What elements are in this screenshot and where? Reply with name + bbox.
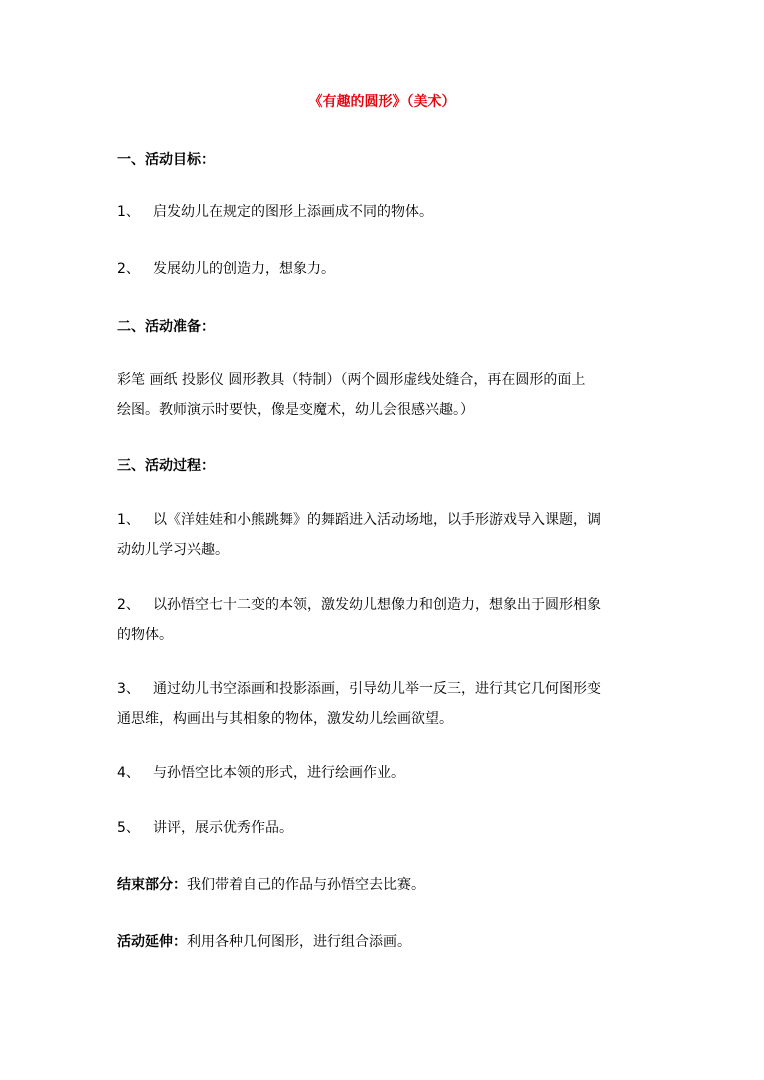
item-text: 通过幼儿书空添画和投影添画，引导幼儿举一反三，进行其它几何图形变 [153,681,601,697]
process-item-3 [117,674,657,734]
ending-text: 我们带着自己的作品与孙悟空去比赛。 [187,877,425,893]
process-item-1 [117,505,657,565]
ending-paragraph [117,870,657,900]
process-item-5 [117,813,657,843]
item-text-continued: 动幼儿学习兴趣。 [117,542,229,558]
ending-label: 结束部分： [117,877,187,893]
document-title: 《有趣的圆形》（美术） [308,94,456,110]
goal-item-2 [117,254,657,284]
item-text-continued: 通思维，构画出与其相象的物体，激发幼儿绘画欲望。 [117,711,453,727]
item-text: 启发幼儿在规定的图形上添画成不同的物体。 [153,204,433,220]
item-text: 讲评，展示优秀作品。 [153,820,293,836]
extension-label: 活动延伸： [117,934,187,950]
process-item-2 [117,590,657,650]
section-heading-process: 三、活动过程： [117,458,215,474]
item-number: 4、 [117,765,140,781]
item-number: 2、 [117,597,140,613]
item-text: 与孙悟空比本领的形式，进行绘画作业。 [153,765,405,781]
item-number: 1、 [117,512,140,528]
extension-paragraph [117,927,657,957]
extension-text: 利用各种几何图形，进行组合添画。 [187,934,411,950]
process-item-4 [117,758,657,788]
item-text-continued: 的物体。 [117,627,173,643]
item-text: 发展幼儿的创造力，想象力。 [153,261,335,277]
item-number: 1、 [117,204,140,220]
goal-item-1 [117,197,657,227]
section-heading-preparation: 二、活动准备： [117,319,215,335]
item-number: 3、 [117,681,140,697]
section-heading-goals: 一、活动目标： [117,152,215,168]
paragraph-line: 彩笔 画纸 投影仪 圆形教具（特制）（两个圆形虚线处缝合，再在圆形的面上 [117,372,586,388]
item-text: 以《洋娃娃和小熊跳舞》的舞蹈进入活动场地，以手形游戏导入课题，调 [153,512,601,528]
paragraph-line: 绘图。教师演示时要快，像是变魔术，幼儿会很感兴趣。） [117,402,474,418]
item-text: 以孙悟空七十二变的本领，激发幼儿想像力和创造力，想象出于圆形相象 [153,597,601,613]
item-number: 5、 [117,820,140,836]
preparation-paragraph [117,365,657,425]
item-number: 2、 [117,261,140,277]
